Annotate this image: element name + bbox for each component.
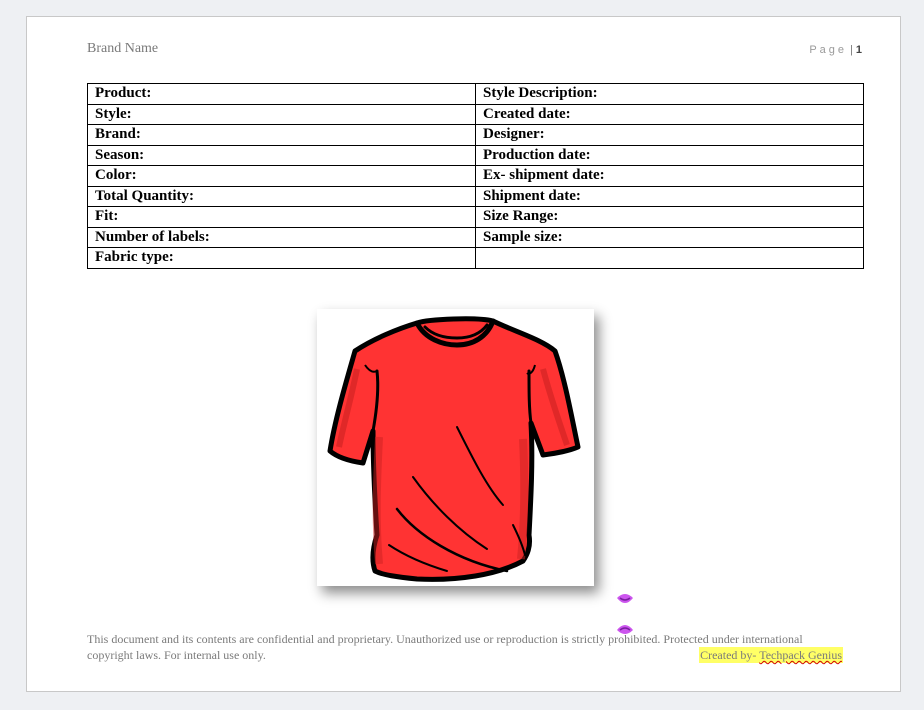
document-page	[26, 16, 901, 692]
tshirt-image[interactable]	[317, 309, 594, 586]
spec-row	[88, 166, 864, 187]
spec-label-left[interactable]: Fabric type:	[88, 248, 476, 269]
spec-label-left[interactable]: Fit:	[88, 207, 476, 228]
spec-label-left[interactable]: Total Quantity:	[88, 186, 476, 207]
spec-label-left[interactable]: Style:	[88, 104, 476, 125]
page-separator: |	[850, 44, 853, 56]
spec-table	[87, 83, 864, 269]
spec-label-left[interactable]: Color:	[88, 166, 476, 187]
header-page-number	[809, 44, 862, 56]
page-label: Page	[809, 44, 848, 56]
footer-disclaimer: This document and its contents are confidential and proprietary. Unauthorized use or reproduction is strictly prohibited. Protected under international copyright laws. For internal use only.	[87, 632, 803, 662]
anchor-marker-icon[interactable]	[616, 592, 634, 606]
spec-label-right[interactable]: Created date:	[476, 104, 864, 125]
spec-row	[88, 104, 864, 125]
spec-row	[88, 145, 864, 166]
credit-name: Techpack Genius	[759, 648, 842, 662]
spec-label-right[interactable]: Shipment date:	[476, 186, 864, 207]
spec-label-right[interactable]: Production date:	[476, 145, 864, 166]
spec-label-left[interactable]: Number of labels:	[88, 227, 476, 248]
spec-label-right[interactable]: Sample size:	[476, 227, 864, 248]
spec-row	[88, 248, 864, 269]
spec-label-right[interactable]: Size Range:	[476, 207, 864, 228]
credit-prefix: Created by-	[700, 648, 760, 662]
tshirt-illustration	[317, 309, 594, 586]
header-brand-name[interactable]: Brand Name	[87, 41, 159, 56]
spec-label-right[interactable]: Style Description:	[476, 84, 864, 105]
spec-label-right[interactable]	[476, 248, 864, 269]
spec-row	[88, 186, 864, 207]
spec-row	[88, 125, 864, 146]
spec-label-left[interactable]: Brand:	[88, 125, 476, 146]
spec-row	[88, 227, 864, 248]
spec-label-left[interactable]: Season:	[88, 145, 476, 166]
spec-label-right[interactable]: Designer:	[476, 125, 864, 146]
spec-row	[88, 84, 864, 105]
page-number: 1	[855, 44, 862, 56]
spec-label-right[interactable]: Ex- shipment date:	[476, 166, 864, 187]
footer-credit	[699, 647, 843, 663]
spec-row	[88, 207, 864, 228]
spec-label-left[interactable]: Product:	[88, 84, 476, 105]
